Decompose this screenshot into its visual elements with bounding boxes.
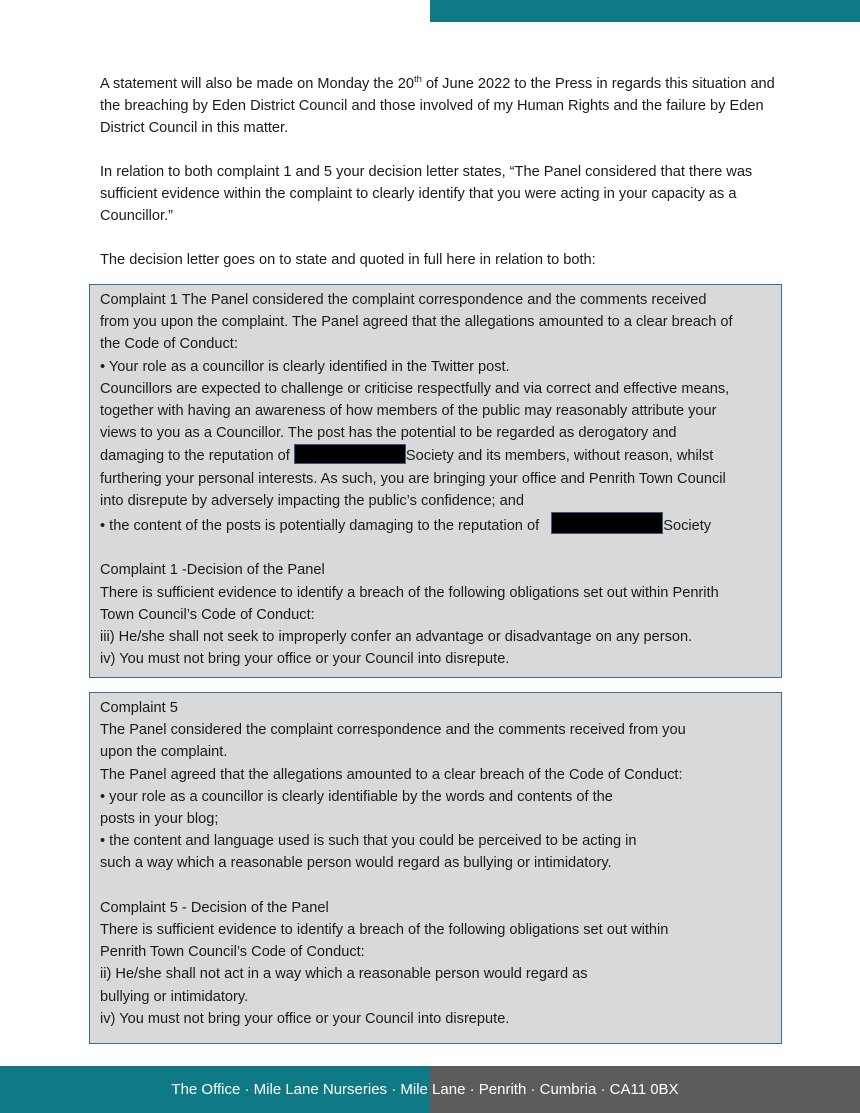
box1-line: views to you as a Councillor. The post has the potential to be regarded as derogatory and	[100, 425, 677, 442]
box1-line: furthering your personal interests. As such, you are bringing your office and Penrith Town Council	[100, 470, 726, 487]
box1-line-text: Society	[663, 518, 712, 535]
box2-line: Penrith Town Council’s Code of Conduct:	[100, 944, 365, 961]
box1-line: together with having an awareness of how members of the public may reasonably attribute your	[100, 403, 717, 420]
box1-line: the Code of Conduct:	[100, 336, 238, 353]
box1-line: iii) He/she shall not seek to improperly confer an advantage or disadvantage on any person.	[100, 629, 693, 646]
box1-line-with-redaction	[100, 444, 781, 467]
box2-line: The Panel considered the complaint correspondence and the comments received from you	[100, 722, 686, 739]
box2-line: posts in your blog;	[100, 811, 219, 828]
box2-line: such a way which a reasonable person would regard as bullying or intimidatory.	[100, 855, 612, 872]
box1-line-text: • the content of the posts is potentially damaging to the reputation of	[100, 518, 544, 535]
intro-paragraph-3: The decision letter goes on to state and quoted in full here in relation to both:	[100, 252, 596, 268]
footer-address: The Office · Mile Lane Nurseries · Mile Lane · Penrith · Cumbria · CA11 0BX	[171, 1081, 679, 1098]
box2-line: upon the complaint.	[100, 744, 228, 761]
box1-line: There is sufficient evidence to identify a breach of the following obligations set out within Penrith	[100, 584, 719, 601]
header-accent-bar	[430, 0, 860, 22]
box2-line: The Panel agreed that the allegations amounted to a clear breach of the Code of Conduct:	[100, 766, 683, 783]
box1-line-text: damaging to the reputation of	[100, 448, 294, 465]
intro-p1-text-cont: of June 2022 to the Press in regards this situation and the breaching by Eden District Council and those involved of my Human Rights and the failure by Eden District Council in this matter.	[100, 76, 775, 136]
intro-paragraph-2: In relation to both complaint 1 and 5 your decision letter states, “The Panel considered that there was sufficient evidence within the complaint to clearly identify that you were acting in your capacity as a Councillor.”	[100, 164, 753, 224]
box1-heading: Complaint 1 -Decision of the Panel	[100, 562, 325, 579]
box2-heading: Complaint 5 - Decision of the Panel	[100, 899, 329, 916]
box1-line: from you upon the complaint. The Panel agreed that the allegations amounted to a clear breach of	[100, 314, 733, 331]
intro-text	[100, 73, 790, 271]
box1-line: • Your role as a councillor is clearly identified in the Twitter post.	[100, 358, 510, 375]
redaction-block	[551, 512, 663, 534]
spacer	[100, 875, 781, 897]
box1-line: iv) You must not bring your office or your Council into disrepute.	[100, 651, 510, 668]
box1-line: into disrepute by adversely impacting the public’s confidence; and	[100, 492, 525, 509]
box1-line: Town Council’s Code of Conduct:	[100, 606, 315, 623]
box2-line: There is sufficient evidence to identify a breach of the following obligations set out within	[100, 922, 669, 939]
box1-line: Councillors are expected to challenge or criticise respectfully and via correct and effective means,	[100, 380, 730, 397]
box2-line: bullying or intimidatory.	[100, 988, 249, 1005]
box2-line: ii) He/she shall not act in a way which a reasonable person would regard as	[100, 966, 588, 983]
spacer	[100, 537, 781, 559]
intro-paragraph-1	[100, 73, 790, 139]
complaint-1-quote-box	[89, 284, 782, 678]
box1-line-with-redaction	[100, 512, 781, 537]
box1-line-text: Society and its members, without reason, whilst	[405, 448, 714, 465]
complaint-5-quote-box	[89, 692, 782, 1044]
ordinal-suffix: th	[413, 74, 422, 85]
intro-p1-text: A statement will also be made on Monday the 20	[100, 76, 414, 92]
box2-heading: Complaint 5	[100, 700, 178, 716]
box2-line: • your role as a councillor is clearly identifiable by the words and contents of the	[100, 788, 613, 805]
box2-line: iv) You must not bring your office or your Council into disrepute.	[100, 1010, 510, 1027]
box2-line: • the content and language used is such that you could be perceived to be acting in	[100, 833, 637, 850]
box1-line: Complaint 1 The Panel considered the complaint correspondence and the comments received	[100, 292, 707, 308]
redaction-block	[294, 444, 406, 464]
